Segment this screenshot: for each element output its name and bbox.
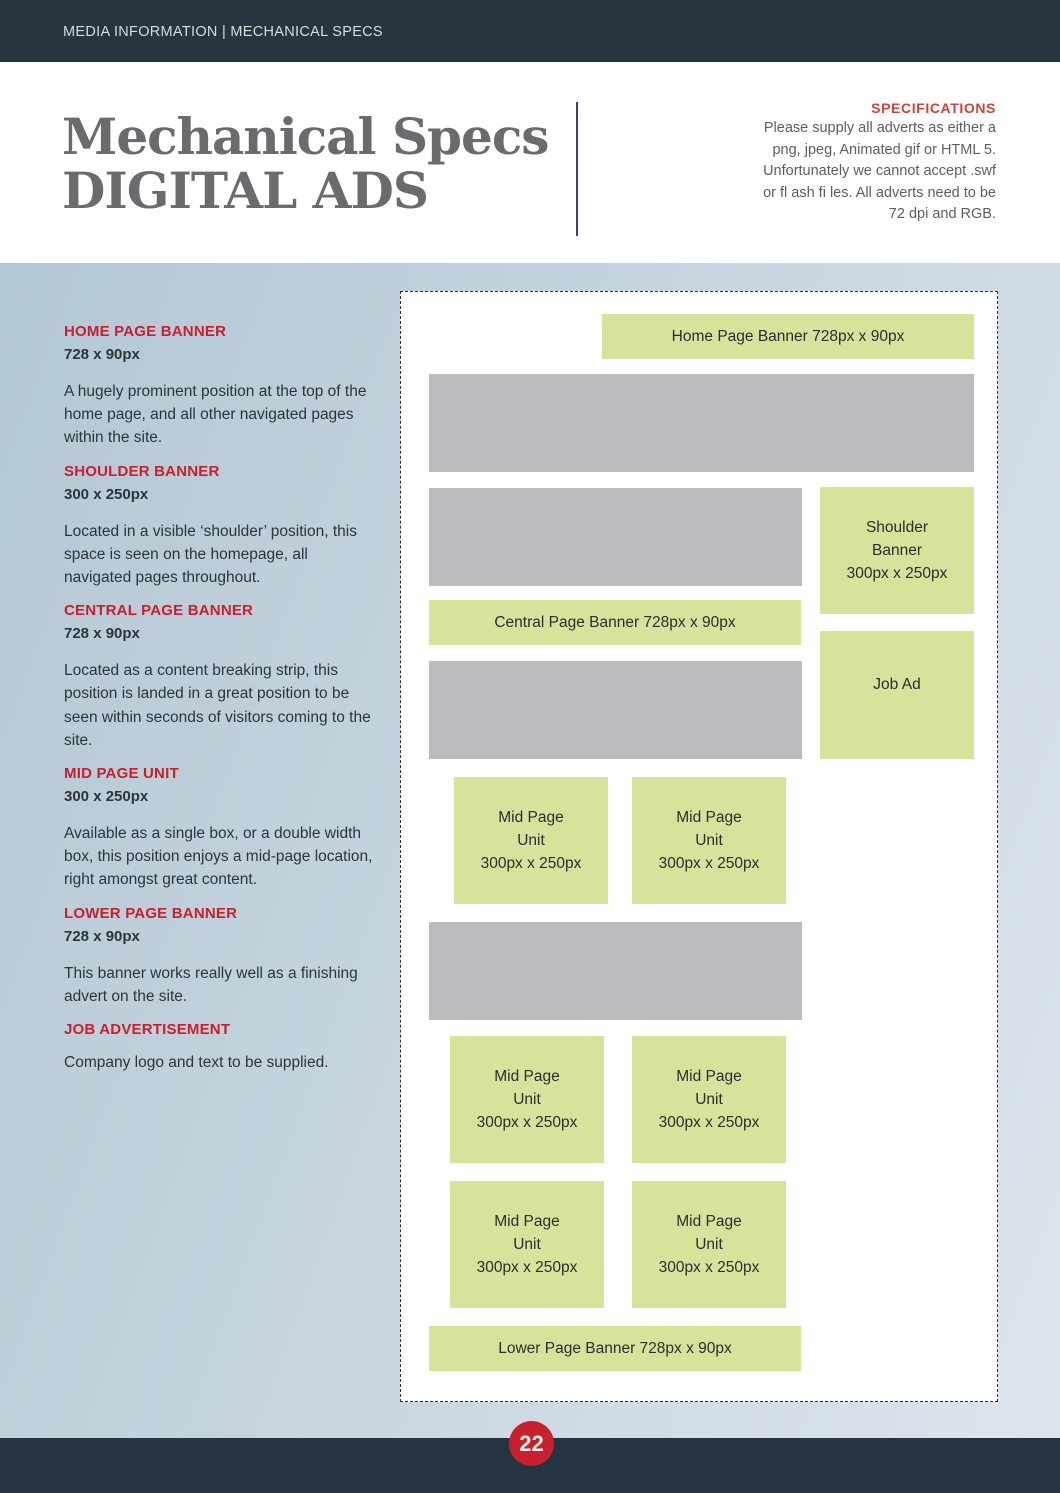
layout-mockup [400,291,998,1402]
slot-label: Unit [695,1236,723,1253]
spec-description: A hugely prominent position at the top of the home page, and all other navigated pages within the site. [64,383,367,447]
spec-line: Unfortunately we cannot accept .swf [763,163,996,179]
mid-page-unit-slot [632,1036,786,1163]
spec-line: png, jpeg, Animated gif or HTML 5. [772,141,996,158]
spec-home-page-banner [64,321,374,450]
mid-page-unit-slot [632,777,786,904]
ad-specs-list [64,321,374,1085]
spec-mid-page-unit [64,763,374,892]
spec-description: This banner works really well as a finishing advert on the site. [64,964,358,1005]
specifications-block [696,100,996,226]
slot-label: 300px x 250px [480,855,582,872]
spec-size: 300 x 250px [64,485,149,503]
slot-label: Mid Page [494,1213,560,1230]
slot-label: 300px x 250px [658,855,760,872]
mid-page-unit-slot [450,1036,604,1163]
page-title [62,107,549,220]
spec-line: or fl ash fi les. All adverts need to be [763,184,996,201]
page-number-badge: 22 [509,1421,554,1466]
mid-page-unit-slot [632,1181,786,1308]
lower-page-banner-slot: Lower Page Banner 728px x 90px [429,1326,801,1371]
spec-size: 300 x 250px [64,788,149,806]
spec-description: Available as a single box, or a double width box, this position enjoys a mid-page location, right amongst great content. [64,825,373,889]
slot-label: 300px x 250px [658,1259,760,1276]
spec-size: 728 x 90px [64,346,140,363]
mid-page-unit-slot [454,777,608,904]
slot-label: 300px x 250px [846,565,948,582]
slot-label: Unit [513,1236,541,1253]
slot-label: Mid Page [676,1068,742,1085]
spec-description: Located in a visible ‘shoulder’ position, this space is seen on the homepage, all navigated pages throughout. [64,522,357,587]
slot-label: Unit [517,832,545,849]
specifications-heading: SPECIFICATIONS [871,100,996,116]
slot-label: 300px x 250px [476,1114,578,1131]
mid-page-unit-slot [450,1181,604,1308]
header-divider [576,102,578,236]
spec-description: Located as a content breaking strip, this position is landed in a great position to be seen within seconds of visitors coming to the site. [64,662,371,749]
home-page-banner-slot: Home Page Banner 728px x 90px [602,314,974,359]
job-ad-slot: Job Ad [820,631,974,759]
spec-title: MID PAGE UNIT [64,765,179,783]
spec-description: Company logo and text to be supplied. [64,1054,329,1072]
content-block [429,922,802,1020]
specifications-text [696,118,996,226]
spec-title: SHOULDER BANNER [64,462,220,480]
slot-label: Mid Page [498,809,564,826]
shoulder-banner-slot [820,487,974,614]
content-block [429,661,802,759]
content-block [429,488,802,586]
page-header [0,62,1060,263]
spec-lower-page-banner [64,903,374,1008]
main-content [0,263,1060,1438]
spec-line: Please supply all adverts as either a [763,120,996,136]
slot-label: 300px x 250px [658,1114,760,1131]
slot-label: Unit [695,1091,723,1108]
breadcrumb: MEDIA INFORMATION | MECHANICAL SPECS [63,24,383,40]
spec-title: HOME PAGE BANNER [64,323,227,340]
slot-label: 300px x 250px [476,1259,578,1276]
central-page-banner-slot: Central Page Banner 728px x 90px [429,600,801,645]
spec-size: 728 x 90px [64,927,140,945]
slot-label: Banner [872,542,922,559]
content-block [429,374,974,472]
slot-label: Mid Page [494,1068,560,1085]
spec-central-page-banner [64,600,374,752]
spec-size: 728 x 90px [64,625,140,643]
spec-title: JOB ADVERTISEMENT [64,1021,231,1039]
title-line-2: DIGITAL ADS [62,161,428,220]
spec-line: 72 dpi and RGB. [888,206,996,222]
slot-label: Shoulder [865,519,929,536]
spec-shoulder-banner [64,461,374,590]
slot-label: Unit [695,832,723,849]
spec-title: CENTRAL PAGE BANNER [64,602,254,620]
spec-job-advertisement [64,1019,374,1074]
slot-label: Unit [513,1091,541,1108]
spec-title: LOWER PAGE BANNER [64,904,238,922]
top-bar [0,0,1060,62]
slot-label: Mid Page [676,1213,742,1230]
slot-label: Mid Page [676,809,742,826]
title-line-1: Mechanical Specs [62,107,549,166]
